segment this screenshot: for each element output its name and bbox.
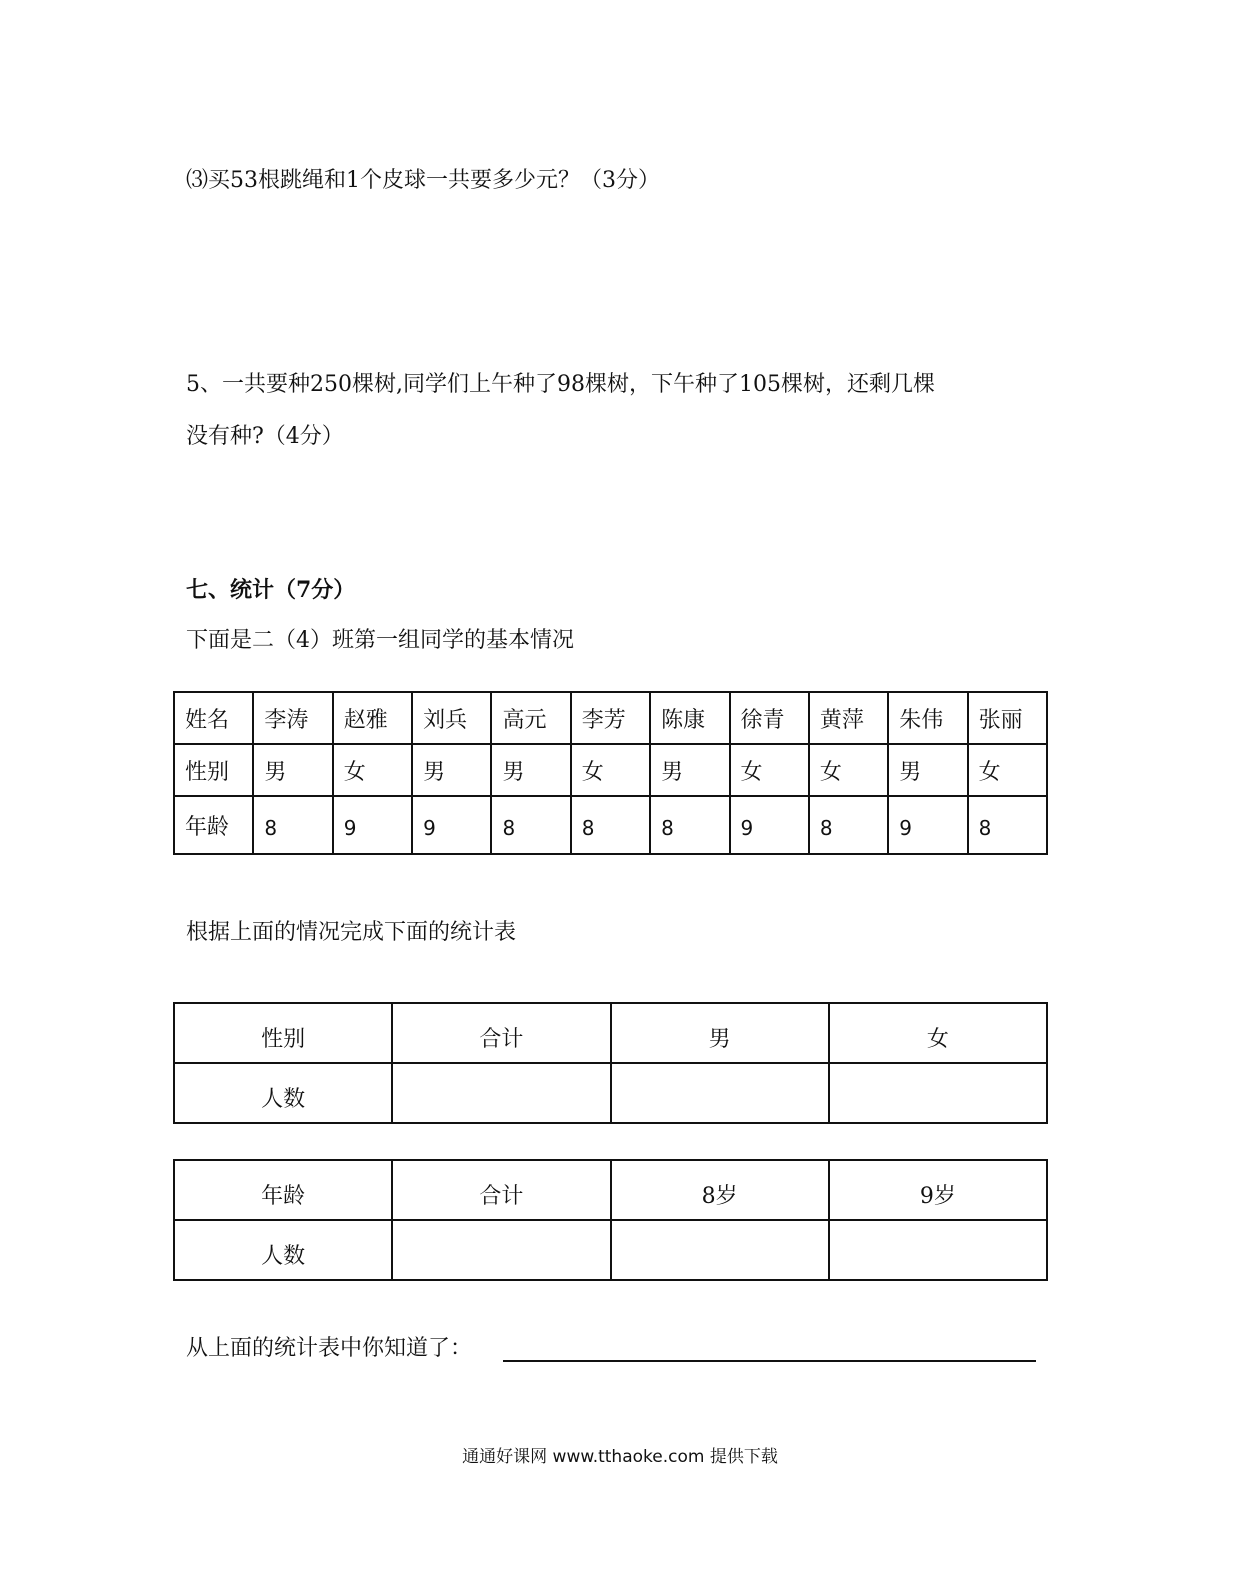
roster-gender-cell: 女: [809, 744, 888, 796]
roster-name-cell: 黄萍: [809, 692, 888, 744]
gender-stat-count-row: [174, 1063, 1047, 1123]
section-7-title: 七、统计（7分）: [186, 577, 356, 603]
roster-gender-cell: 女: [968, 744, 1047, 796]
roster-name-row: [174, 692, 1047, 744]
roster-gender-cell: 男: [412, 744, 491, 796]
gender-stat-header-cell: 性别: [174, 1003, 392, 1063]
roster-gender-cell: 男: [491, 744, 570, 796]
roster-age-cell: 8: [253, 796, 332, 854]
gender-stat-header-cell: 女: [829, 1003, 1047, 1063]
roster-name-cell: 赵雅: [333, 692, 412, 744]
age-stat-header-cell: 9岁: [829, 1160, 1047, 1220]
roster-gender-cell: 女: [730, 744, 809, 796]
roster-name-label: 姓名: [174, 692, 253, 744]
gender-stat-header-row: [174, 1003, 1047, 1063]
gender-stat-header-cell: 合计: [392, 1003, 610, 1063]
roster-name-cell: 李涛: [253, 692, 332, 744]
footer-source: 通通好课网 www.tthaoke.com 提供下载: [462, 1447, 778, 1467]
gender-stat-answer-cell[interactable]: [829, 1063, 1047, 1123]
age-stat-answer-cell[interactable]: [611, 1220, 829, 1280]
roster-age-label: 年龄: [174, 796, 253, 854]
roster-age-cell: 8: [650, 796, 729, 854]
roster-age-cell: 8: [968, 796, 1047, 854]
roster-name-cell: 李芳: [571, 692, 650, 744]
roster-gender-cell: 男: [253, 744, 332, 796]
roster-name-cell: 刘兵: [412, 692, 491, 744]
roster-age-cell: 8: [809, 796, 888, 854]
gender-stat-answer-cell[interactable]: [392, 1063, 610, 1123]
roster-age-row: [174, 796, 1047, 854]
roster-gender-cell: 女: [571, 744, 650, 796]
roster-gender-cell: 男: [650, 744, 729, 796]
roster-age-cell: 9: [730, 796, 809, 854]
conclusion-answer-line[interactable]: [503, 1360, 1036, 1362]
gender-stat-row-label: 人数: [174, 1063, 392, 1123]
age-stat-header-cell: 8岁: [611, 1160, 829, 1220]
question-3-sub: ⑶买53根跳绳和1个皮球一共要多少元？（3分）: [186, 168, 660, 193]
roster-gender-label: 性别: [174, 744, 253, 796]
roster-gender-row: [174, 744, 1047, 796]
roster-age-cell: 9: [412, 796, 491, 854]
gender-stat-table: [173, 1002, 1048, 1124]
roster-name-cell: 陈康: [650, 692, 729, 744]
roster-age-cell: 9: [888, 796, 967, 854]
student-roster-table: [173, 691, 1048, 855]
question-5-line-1: 5、一共要种250棵树,同学们上午种了98棵树，下午种了105棵树，还剩几棵: [186, 372, 935, 397]
roster-name-cell: 高元: [491, 692, 570, 744]
roster-gender-cell: 女: [333, 744, 412, 796]
roster-name-cell: 张丽: [968, 692, 1047, 744]
question-5-line-2: 没有种?（4分）: [186, 424, 344, 449]
roster-name-cell: 徐青: [730, 692, 809, 744]
roster-name-cell: 朱伟: [888, 692, 967, 744]
age-stat-answer-cell[interactable]: [829, 1220, 1047, 1280]
age-stat-header-cell: 年龄: [174, 1160, 392, 1220]
gender-stat-header-cell: 男: [611, 1003, 829, 1063]
age-stat-header-row: [174, 1160, 1047, 1220]
roster-gender-cell: 男: [888, 744, 967, 796]
roster-age-cell: 8: [491, 796, 570, 854]
statistics-instruction: 根据上面的情况完成下面的统计表: [186, 920, 517, 945]
age-stat-table: [173, 1159, 1048, 1281]
age-stat-answer-cell[interactable]: [392, 1220, 610, 1280]
age-stat-row-label: 人数: [174, 1220, 392, 1280]
age-stat-header-cell: 合计: [392, 1160, 610, 1220]
roster-age-cell: 8: [571, 796, 650, 854]
section-7-intro: 下面是二（4）班第一组同学的基本情况: [186, 628, 574, 653]
roster-age-cell: 9: [333, 796, 412, 854]
conclusion-prompt: 从上面的统计表中你知道了：: [186, 1336, 473, 1361]
gender-stat-answer-cell[interactable]: [611, 1063, 829, 1123]
age-stat-count-row: [174, 1220, 1047, 1280]
